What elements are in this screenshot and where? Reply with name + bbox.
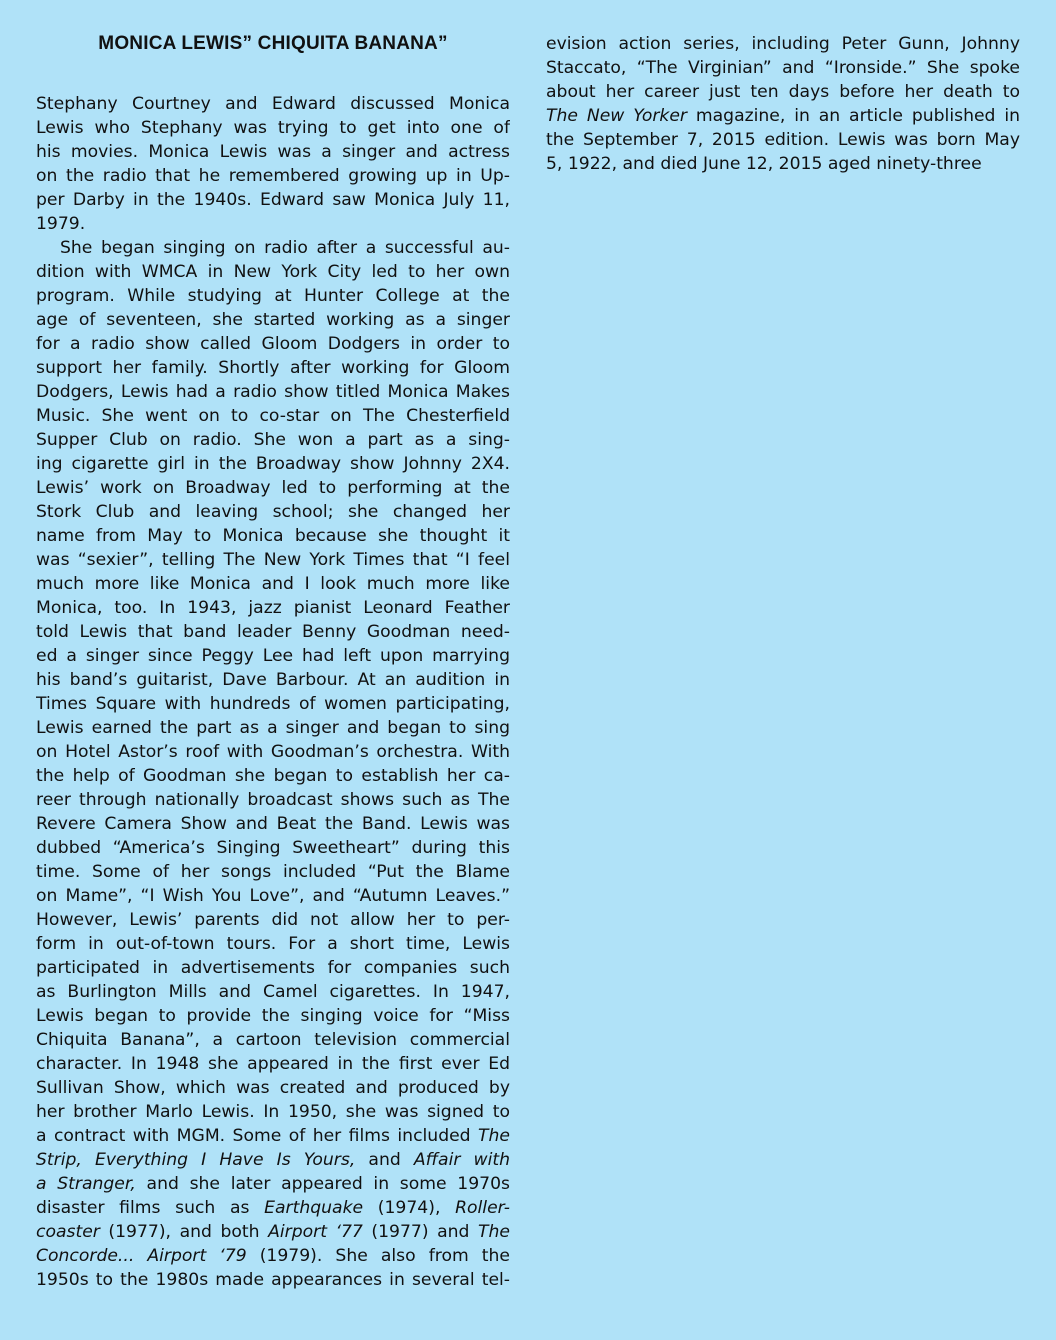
text-line: Chiquita Banana”, a cartoon television commercial [36, 1030, 510, 1050]
text-line: 5, 1922, and died June 12, 2015 aged ninety-three [546, 154, 982, 174]
text-line: the help of Goodman she began to establish her ca- [36, 766, 510, 786]
text-line: dubbed “America’s Singing Sweetheart” during this [36, 838, 510, 858]
text-line: per Darby in the 1940s. Edward saw Monica July 11, [36, 190, 510, 210]
text-line: character. In 1948 she appeared in the first ever Ed [36, 1054, 510, 1074]
text-line: Supper Club on radio. She won a part as a sing- [36, 430, 510, 450]
text-line: much more like Monica and I look much more like [36, 574, 510, 594]
text-line: Concorde... Airport ‘79 (1979). She also from the [36, 1246, 510, 1266]
text-line: Times Square with hundreds of women participating, [36, 694, 510, 714]
text-line: Stork Club and leaving school; she changed her [36, 502, 510, 522]
text-line: participated in advertisements for companies such [36, 958, 510, 978]
text-line: ed a singer since Peggy Lee had left upon marrying [36, 646, 510, 666]
text-line: a Stranger, and she later appeared in some 1970s [36, 1174, 510, 1194]
text-line: Lewis earned the part as a singer and began to sing [36, 718, 510, 738]
text-line: on Hotel Astor’s roof with Goodman’s orchestra. With [36, 742, 510, 762]
text-line: Monica, too. In 1943, jazz pianist Leonard Feather [36, 598, 510, 618]
text-line: on the radio that he remembered growing up in Up- [36, 166, 510, 186]
text-line: dition with WMCA in New York City led to her own [36, 262, 510, 282]
text-line: for a radio show called Gloom Dodgers in order to [36, 334, 510, 354]
text-line: Sullivan Show, which was created and produced by [36, 1078, 510, 1098]
text-line: a contract with MGM. Some of her films included The [36, 1126, 510, 1146]
text-line: time. Some of her songs included “Put the Blame [36, 862, 510, 882]
article-title: MONICA LEWIS” CHIQUITA BANANA” [98, 33, 448, 54]
text-line: reer through nationally broadcast shows such as The [36, 790, 510, 810]
text-line: as Burlington Mills and Camel cigarettes. In 1947, [36, 982, 510, 1002]
text-line: However, Lewis’ parents did not allow her to per- [36, 910, 510, 930]
text-line: name from May to Monica because she thought it [36, 526, 510, 546]
text-line: his movies. Monica Lewis was a singer and actress [36, 142, 510, 162]
text-line: ing cigarette girl in the Broadway show Johnny 2X4. [36, 454, 510, 474]
text-line: her brother Marlo Lewis. In 1950, she was signed to [36, 1102, 510, 1122]
right-column [546, 32, 1020, 176]
text-line: Staccato, “The Virginian” and “Ironside.” She spoke [546, 58, 1020, 78]
text-line: Strip, Everything I Have Is Yours, and Affair with [36, 1150, 510, 1170]
text-line: on Mame”, “I Wish You Love”, and “Autumn Leaves.” [36, 886, 510, 906]
text-line: about her career just ten days before her death to [546, 82, 1020, 102]
text-line: the September 7, 2015 edition. Lewis was born May [546, 130, 1020, 150]
text-line: Music. She went on to co-star on The Chesterfield [36, 406, 510, 426]
text-line: was “sexier”, telling The New York Times that “I feel [36, 550, 510, 570]
text-line: Stephany Courtney and Edward discussed Monica [36, 94, 510, 114]
text-line: program. While studying at Hunter College at the [36, 286, 510, 306]
text-line: age of seventeen, she started working as a singer [36, 310, 510, 330]
text-line: disaster films such as Earthquake (1974), Roller- [36, 1198, 510, 1218]
text-line: Lewis’ work on Broadway led to performing at the [36, 478, 510, 498]
text-line: She began singing on radio after a successful au- [60, 238, 510, 258]
text-line: Lewis began to provide the singing voice for “Miss [36, 1006, 510, 1026]
text-line: 1950s to the 1980s made appearances in several tel- [36, 1270, 510, 1290]
left-column [36, 92, 510, 1292]
text-line: Revere Camera Show and Beat the Band. Lewis was [36, 814, 510, 834]
text-line: form in out-of-town tours. For a short time, Lewis [36, 934, 510, 954]
text-line: evision action series, including Peter Gunn, Johnny [546, 34, 1020, 54]
text-line: Dodgers, Lewis had a radio show titled Monica Makes [36, 382, 510, 402]
text-line: Lewis who Stephany was trying to get into one of [36, 118, 510, 138]
text-line: told Lewis that band leader Benny Goodman need- [36, 622, 510, 642]
text-line: 1979. [36, 214, 86, 234]
text-line: his band’s guitarist, Dave Barbour. At an audition in [36, 670, 510, 690]
text-line: The New Yorker magazine, in an article published in [546, 106, 1020, 126]
text-line: coaster (1977), and both Airport ‘77 (1977) and The [36, 1222, 510, 1242]
text-line: support her family. Shortly after working for Gloom [36, 358, 510, 378]
